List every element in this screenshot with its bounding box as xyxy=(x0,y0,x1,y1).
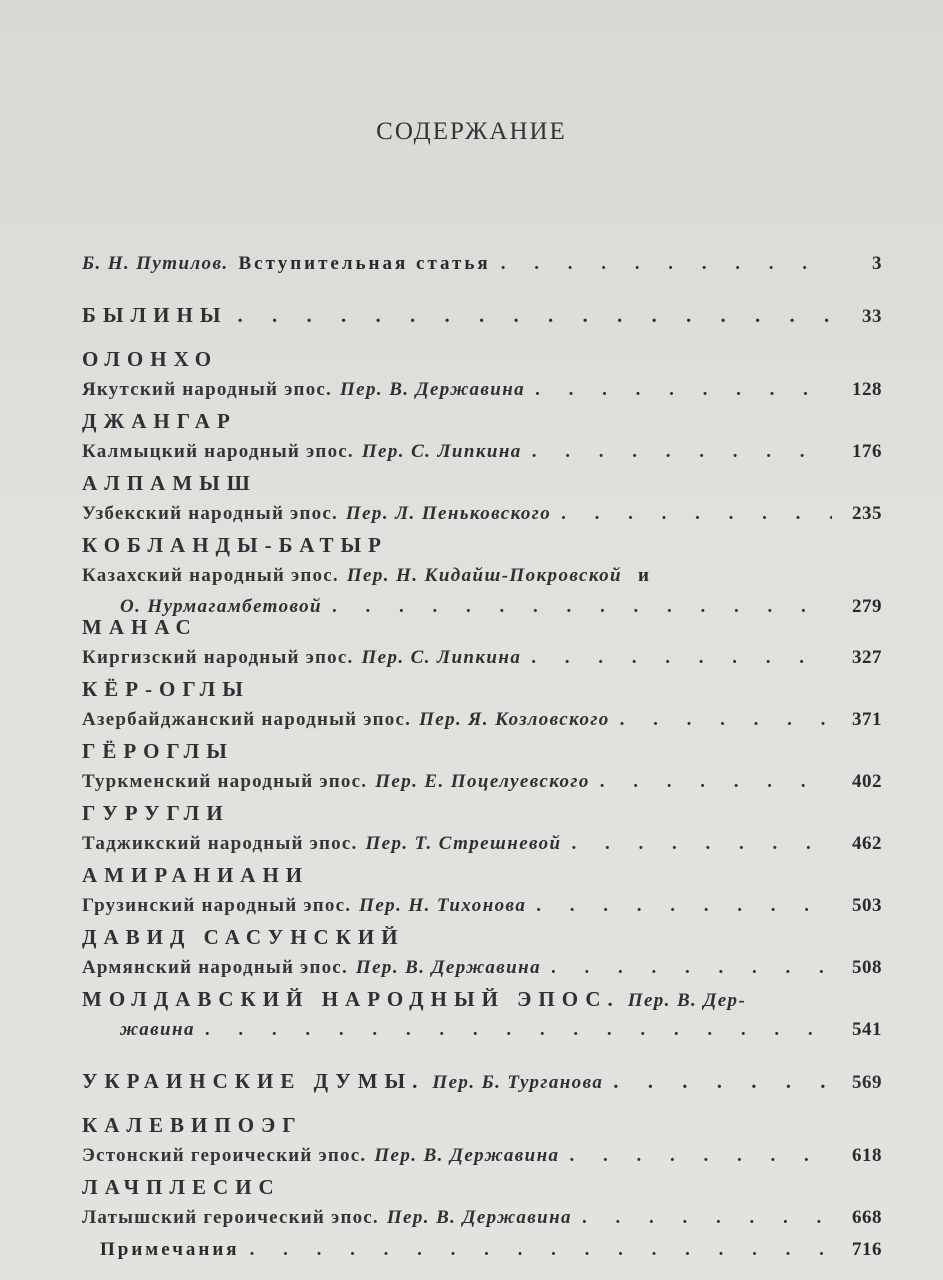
page-number: 402 xyxy=(852,771,882,792)
translator: Пер. В. Дер- xyxy=(627,990,747,1011)
epic-description: Туркменский народный эпос. xyxy=(82,771,368,792)
dot-leader xyxy=(572,828,832,859)
page-number: 33 xyxy=(862,306,882,327)
dot-leader xyxy=(501,248,832,279)
epic-heading: МАНАС xyxy=(82,615,198,639)
entry-title: МОЛДАВСКИЙ НАРОДНЫЙ ЭПОС. xyxy=(82,987,620,1011)
conjunction: и xyxy=(638,565,649,586)
translator: Пер. В. Державина xyxy=(355,957,541,978)
dot-leader xyxy=(205,1014,832,1045)
toc-line xyxy=(82,766,882,797)
epic-description: Киргизский народный эпос. xyxy=(82,647,354,668)
translator: Пер. В. Державина xyxy=(374,1145,560,1166)
dot-leader xyxy=(536,890,832,921)
page-number: 462 xyxy=(852,833,882,854)
epic-heading: ДЖАНГАР xyxy=(82,409,237,433)
epic-description: Эстонский героический эпос. xyxy=(82,1145,367,1166)
epic-heading: АЛПАМЫШ xyxy=(82,471,257,495)
dot-leader xyxy=(237,300,832,330)
translator: Пер. Е. Поцелуевского xyxy=(375,771,590,792)
translator: О. Нурмагамбетовой xyxy=(120,596,322,617)
toc-entry[interactable] xyxy=(82,344,882,406)
dot-leader xyxy=(613,1066,832,1096)
epic-heading: ГУРУГЛИ xyxy=(82,801,230,825)
toc-entry[interactable] xyxy=(82,736,882,798)
dot-leader xyxy=(600,766,832,797)
toc-line xyxy=(82,1202,882,1233)
entry-title: УКРАИНСКИЕ ДУМЫ. xyxy=(82,1069,425,1093)
epic-description: Таджикский народный эпос. xyxy=(82,833,358,854)
toc-line xyxy=(82,300,882,330)
page-number: 3 xyxy=(872,253,882,274)
page-number: 541 xyxy=(852,1019,882,1040)
toc-line xyxy=(82,704,882,735)
translator: Пер. В. Державина xyxy=(386,1207,572,1228)
translator: Пер. С. Липкина xyxy=(361,441,522,462)
translator: Пер. Б. Турганова xyxy=(432,1072,604,1093)
epic-description: Узбекский народный эпос. xyxy=(82,503,338,524)
toc-entry[interactable] xyxy=(82,612,882,674)
toc-entry[interactable] xyxy=(82,798,882,860)
toc-line xyxy=(82,498,882,529)
epic-description: Якутский народный эпос. xyxy=(82,379,332,400)
toc-entry[interactable] xyxy=(82,406,882,468)
page-number: 668 xyxy=(852,1207,882,1228)
entry-title: Вступительная статья xyxy=(238,253,491,274)
toc-entry[interactable] xyxy=(82,300,882,344)
table-of-contents xyxy=(82,248,882,1278)
toc-entry[interactable] xyxy=(82,1110,882,1172)
translator: жавина xyxy=(120,1019,195,1040)
epic-heading: АМИРАНИАНИ xyxy=(82,863,310,887)
page-number: 569 xyxy=(852,1072,882,1093)
epic-heading: ГЁРОГЛЫ xyxy=(82,739,234,763)
page-number: 279 xyxy=(852,596,882,617)
entry-title: БЫЛИНЫ xyxy=(82,303,228,327)
toc-entry[interactable] xyxy=(82,248,882,300)
epic-heading: ДАВИД САСУНСКИЙ xyxy=(82,925,405,949)
toc-line xyxy=(82,1140,882,1171)
dot-leader xyxy=(582,1202,832,1233)
translator: Пер. Т. Стрешневой xyxy=(365,833,562,854)
toc-line xyxy=(82,828,882,859)
toc-line xyxy=(82,560,882,591)
toc-line xyxy=(82,436,882,467)
toc-line xyxy=(82,374,882,405)
toc-line xyxy=(82,952,882,983)
dot-leader xyxy=(535,374,832,405)
epic-heading: КЁР-ОГЛЫ xyxy=(82,677,250,701)
toc-entry[interactable] xyxy=(82,1172,882,1234)
toc-line xyxy=(82,890,882,921)
toc-entry[interactable] xyxy=(82,468,882,530)
page-number: 716 xyxy=(852,1239,882,1260)
translator: Пер. В. Державина xyxy=(340,379,526,400)
toc-entry[interactable] xyxy=(82,1066,882,1110)
page-number: 371 xyxy=(852,709,882,730)
toc-line xyxy=(82,248,882,279)
toc-entry[interactable] xyxy=(82,984,882,1066)
toc-entry[interactable] xyxy=(82,1234,882,1278)
entry-title: Примечания xyxy=(100,1239,240,1260)
page-number: 128 xyxy=(852,379,882,400)
page-number: 508 xyxy=(852,957,882,978)
epic-heading: ОЛОНХО xyxy=(82,347,219,371)
translator: Пер. Н. Кидайш-Покровской xyxy=(346,565,622,586)
epic-description: Азербайджанский народный эпос. xyxy=(82,709,412,730)
translator: Пер. Я. Козловского xyxy=(419,709,610,730)
epic-description: Калмыцкий народный эпос. xyxy=(82,441,354,462)
dot-leader xyxy=(620,704,832,735)
toc-entry[interactable] xyxy=(82,674,882,736)
epic-description: Латышский героический эпос. xyxy=(82,1207,379,1228)
translator: Пер. Н. Тихонова xyxy=(359,895,527,916)
dot-leader xyxy=(531,642,832,673)
entry-author: Б. Н. Путилов. xyxy=(82,253,229,274)
toc-line xyxy=(82,642,882,673)
page-number: 235 xyxy=(852,503,882,524)
toc-line xyxy=(82,1014,882,1045)
toc-line xyxy=(82,1234,882,1265)
epic-description: Армянский народный эпос. xyxy=(82,957,348,978)
toc-entry[interactable] xyxy=(82,922,882,984)
epic-heading: ЛАЧПЛЕСИС xyxy=(82,1175,281,1199)
translator: Пер. С. Липкина xyxy=(361,647,522,668)
page-number: 618 xyxy=(852,1145,882,1166)
toc-line xyxy=(82,1066,882,1096)
epic-heading: КАЛЕВИПОЭГ xyxy=(82,1113,303,1137)
epic-heading: КОБЛАНДЫ-БАТЫР xyxy=(82,533,388,557)
dot-leader xyxy=(561,498,832,529)
toc-entry[interactable] xyxy=(82,530,882,617)
dot-leader xyxy=(551,952,832,983)
toc-line xyxy=(82,984,882,1014)
translator: Пер. Л. Пеньковского xyxy=(345,503,552,524)
page-number: 503 xyxy=(852,895,882,916)
page-number: 327 xyxy=(852,647,882,668)
page-number: 176 xyxy=(852,441,882,462)
dot-leader xyxy=(250,1234,832,1265)
toc-entry[interactable] xyxy=(82,860,882,922)
dot-leader xyxy=(532,436,832,467)
dot-leader xyxy=(569,1140,832,1171)
page-title: СОДЕРЖАНИЕ xyxy=(376,118,567,145)
epic-description: Казахский народный эпос. xyxy=(82,565,339,586)
epic-description: Грузинский народный эпос. xyxy=(82,895,352,916)
